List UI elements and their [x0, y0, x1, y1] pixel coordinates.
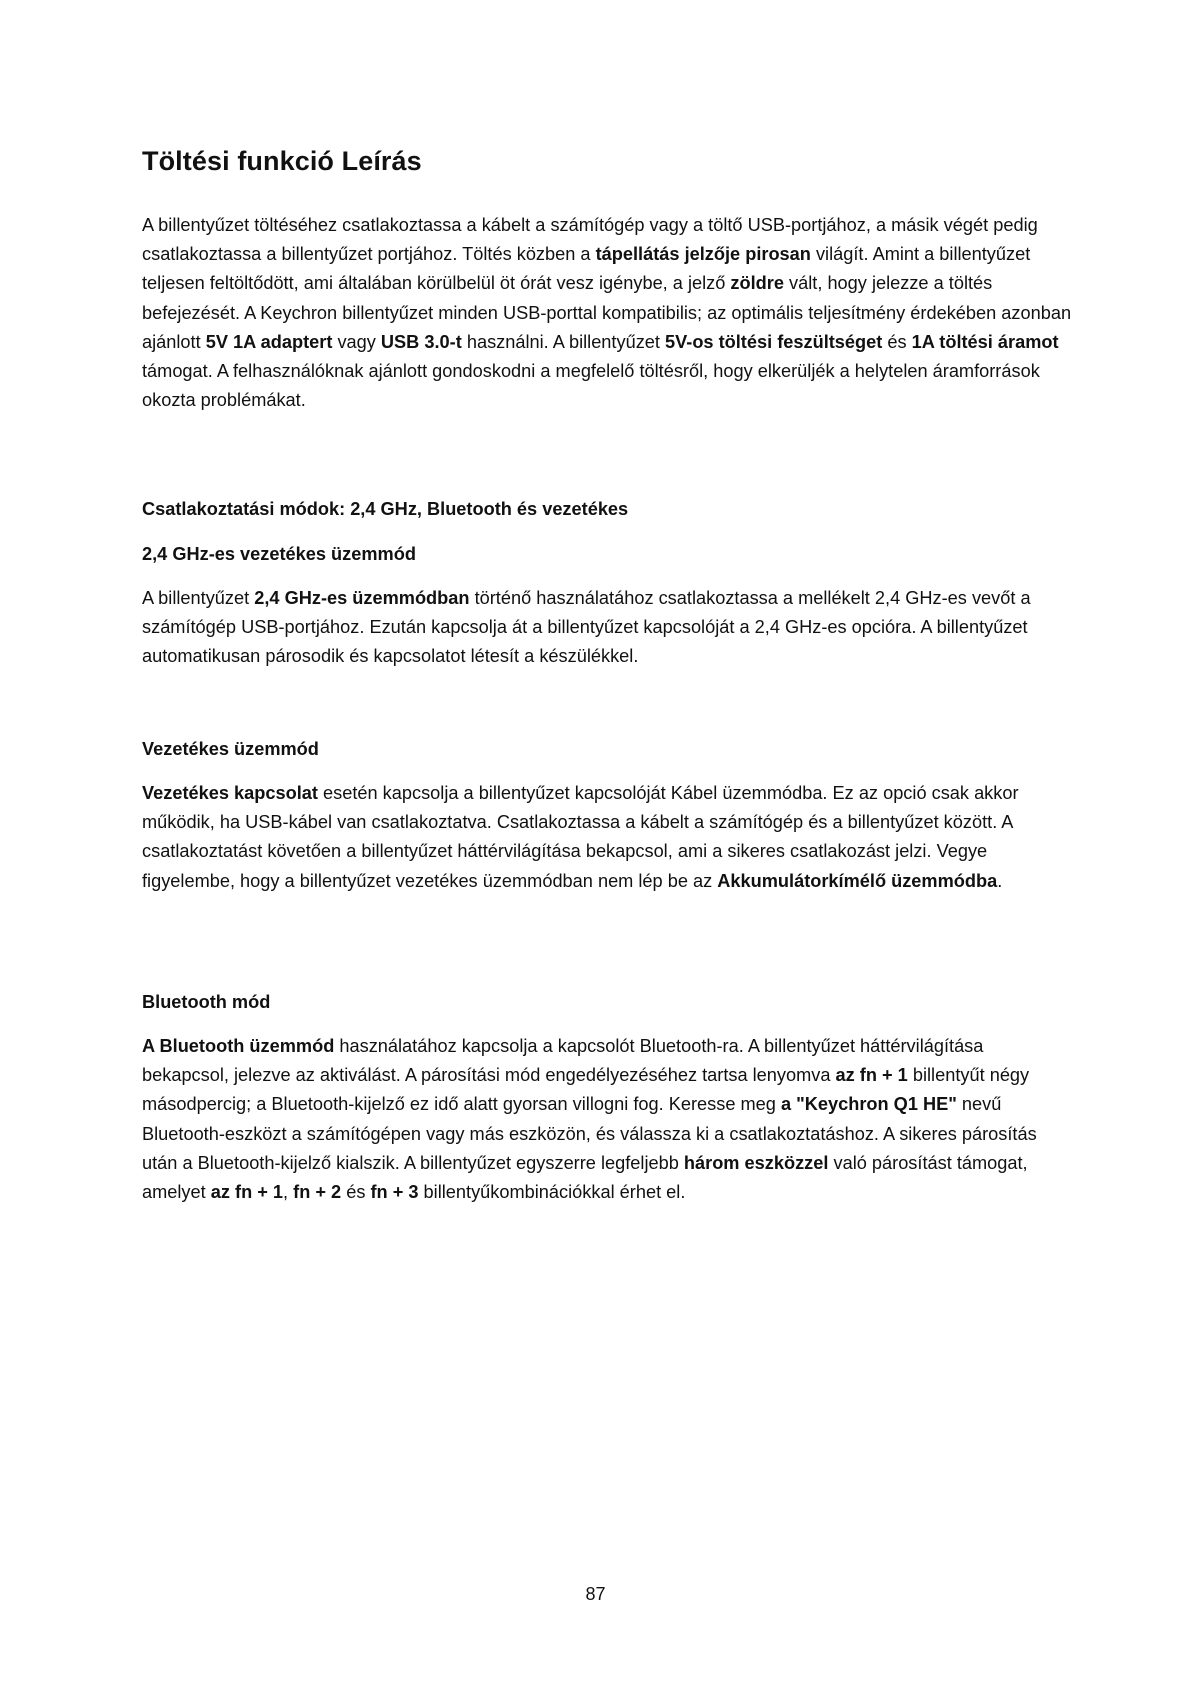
- text-run: billentyűt négy másodpercig; a Bluetooth-kijelző ez idő alatt gyorsan villogni fog. Keresse meg: [142, 1065, 1030, 1115]
- text-run: .: [997, 870, 1003, 891]
- text-run: való párosítást támogat, amelyet: [142, 1152, 1028, 1203]
- text-run: használni. A billentyűzet: [461, 331, 666, 352]
- bold-text: A Bluetooth üzemmód: [142, 1036, 335, 1056]
- text-run: támogat. A felhasználóknak ajánlott gondoskodni a megfelelő töltésről, hogy elkerüljék a helytelen áramforrások okozta problémákat.: [142, 361, 1040, 411]
- bold-text: USB 3.0-t: [380, 331, 462, 352]
- bluetooth-mode-heading: Bluetooth mód: [142, 992, 271, 1012]
- bluetooth-mode-paragraph: [142, 1032, 1072, 1207]
- text-run: és: [882, 331, 912, 352]
- bold-text: 5V 1A adaptert: [205, 331, 333, 352]
- bold-text: a "Keychron Q1 HE": [780, 1094, 957, 1115]
- text-run: esetén kapcsolja a billentyűzet kapcsolóját Kábel üzemmódba. Ez az opció csak akkor működik, ha USB-kábel van csatlakoztatva. Csatlakoztassa a kábelt a számítógép és a billentyűzet között. A csatlakoztatást követően a billentyűzet háttérvilágítása bekapcsol, ami a sikeres csatlakozást jelzi. Vegye figyelembe, hogy a billentyűzet vezetékes üzemmódban nem lép be az: [142, 783, 1019, 891]
- text-run: ,: [283, 1182, 294, 1203]
- text-run: használatához kapcsolja a kapcsolót Bluetooth-ra. A billentyűzet háttérvilágítása bekapcsol, jelezve az aktiválást. A párosítási mód engedélyezéséhez tartsa lenyomva: [142, 1036, 984, 1086]
- wired-mode-paragraph: [142, 779, 1072, 896]
- bold-text: 2,4 GHz-es üzemmódban: [254, 588, 470, 608]
- bold-text: Akkumulátorkímélő üzemmódba: [717, 870, 998, 891]
- connection-modes-heading: Csatlakoztatási módok: 2,4 GHz, Bluetooth és vezetékes: [142, 499, 629, 519]
- document-page: [142, 0, 1072, 1684]
- text-run: vagy: [332, 331, 381, 352]
- bold-text: az fn + 1: [210, 1182, 284, 1203]
- text-run: billentyűkombinációkkal érhet el.: [418, 1182, 686, 1203]
- text-run: A billentyűzet: [142, 588, 255, 608]
- page-title: Töltési funkció Leírás: [142, 146, 422, 176]
- page-number: 87: [585, 1584, 606, 1604]
- ghz-mode-heading: 2,4 GHz-es vezetékes üzemmód: [142, 544, 416, 564]
- ghz-mode-paragraph: [142, 584, 1072, 672]
- wired-mode-heading: Vezetékes üzemmód: [142, 739, 319, 759]
- text-run: nevű Bluetooth-eszközt a számítógépen vagy más eszközön, és válassza ki a csatlakoztatáshoz. A sikeres párosítás után a Bluetooth-kijelző kialszik. A billentyűzet egyszerre legfeljebb: [142, 1094, 1037, 1173]
- text-run: világít. Amint a billentyűzet teljesen feltöltődött, ami általában körülbelül öt órát vesz igénybe, a jelző: [142, 244, 1031, 294]
- text-run: A billentyűzet töltéséhez csatlakoztassa a kábelt a számítógép vagy a töltő USB-portjához, a másik végét pedig csatlakoztassa a billentyűzet portjához. Töltés közben a: [142, 215, 1038, 265]
- bold-text: zöldre: [730, 273, 784, 294]
- bold-text: az fn + 1: [835, 1065, 908, 1086]
- text-run: vált, hogy jelezze a töltés befejezését. A Keychron billentyűzet minden USB-porttal kompatibilis; az optimális teljesítmény érdekében azonban ajánlott: [142, 273, 1072, 352]
- bold-text: három eszközzel: [683, 1152, 829, 1173]
- bold-text: tápellátás jelzője pirosan: [595, 244, 811, 265]
- bold-text: 1A töltési áramot: [911, 331, 1059, 352]
- bold-text: 5V-os töltési feszültséget: [665, 331, 883, 352]
- bold-text: fn + 3: [370, 1182, 419, 1203]
- bold-text: fn + 2: [293, 1182, 342, 1203]
- text-run: történő használatához csatlakoztassa a mellékelt 2,4 GHz-es vevőt a számítógép USB-portjához. Ezután kapcsolja át a billentyűzet kapcsolóját a 2,4 GHz-es opcióra. A billentyűzet automatikusan párosodik és kapcsolatot létesít a készülékkel.: [142, 588, 1031, 667]
- bold-text: Vezetékes kapcsolat: [142, 783, 318, 803]
- text-run: és: [341, 1182, 371, 1203]
- charging-paragraph: [142, 211, 1072, 415]
